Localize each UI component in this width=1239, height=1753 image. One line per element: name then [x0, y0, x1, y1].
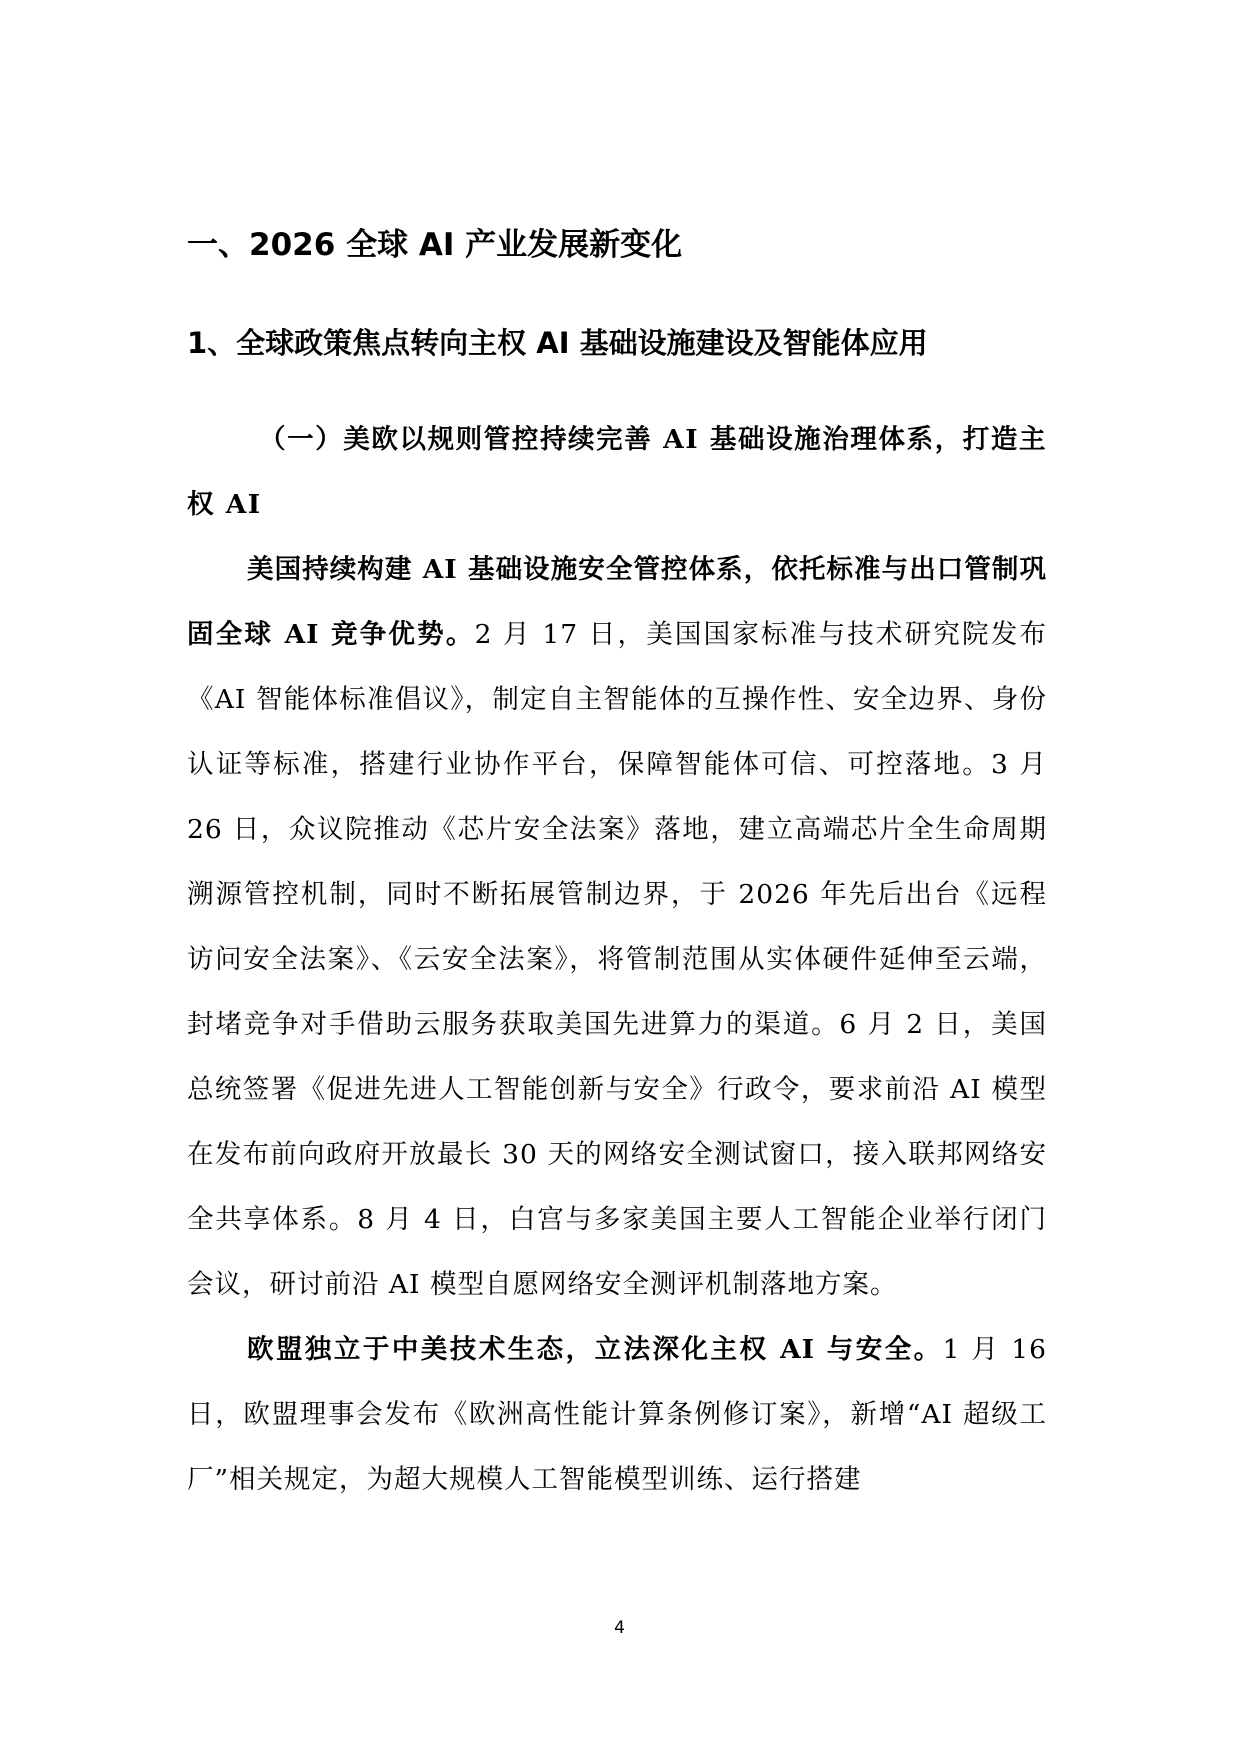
subsection-heading: 1、全球政策焦点转向主权 AI 基础设施建设及智能体应用	[187, 326, 928, 360]
paragraph-body-text: 1 月 16 日，欧盟理事会发布《欧洲高性能计算条例修订案》，新增“AI 超级工厂”相关规定，为超大规模人工智能模型训练、运行搭建	[187, 1334, 1047, 1495]
paragraph-eu-policy	[187, 1317, 1047, 1512]
page-content	[187, 220, 1047, 1512]
page-number: 4	[614, 1618, 625, 1638]
section-heading: 一、2026 全球 AI 产业发展新变化	[187, 227, 683, 263]
paragraph-us-policy	[187, 537, 1047, 1317]
paragraph-body-text: 2 月 17 日，美国国家标准与技术研究院发布《AI 智能体标准倡议》，制定自主智能体的互操作性、安全边界、身份认证等标准，搭建行业协作平台，保障智能体可信、可控落地。3 月 26 日，众议院推动《芯片安全法案》落地，建立高端芯片全生命周期溯源管控机制，同时不断拓展管制边界，于 2026 年先后出台《远程访问安全法案》、《云安全法案》，将管制范围从实体硬件延伸至云端，封堵竞争对手借助云服务获取美国先进算力的渠道。6 月 2 日，美国总统签署《促进先进人工智能创新与安全》行政令，要求前沿 AI 模型在发布前向政府开放最长 30 天的网络安全测试窗口，接入联邦网络安全共享体系。8 月 4 日，白宫与多家美国主要人工智能企业举行闭门会议，研讨前沿 AI 模型自愿网络安全测评机制落地方案。	[187, 619, 1047, 1300]
paragraph-lead-sentence: 欧盟独立于中美技术生态，立法深化主权 AI 与安全。	[247, 1334, 943, 1365]
sub-subsection-heading: （一）美欧以规则管控持续完善 AI 基础设施治理体系，打造主权 AI	[187, 424, 1047, 520]
paragraph-lead-sentence: 美国持续构建 AI 基础设施安全管控体系，依托标准与出口管制巩固全球 AI 竞争优势。	[187, 554, 1047, 650]
